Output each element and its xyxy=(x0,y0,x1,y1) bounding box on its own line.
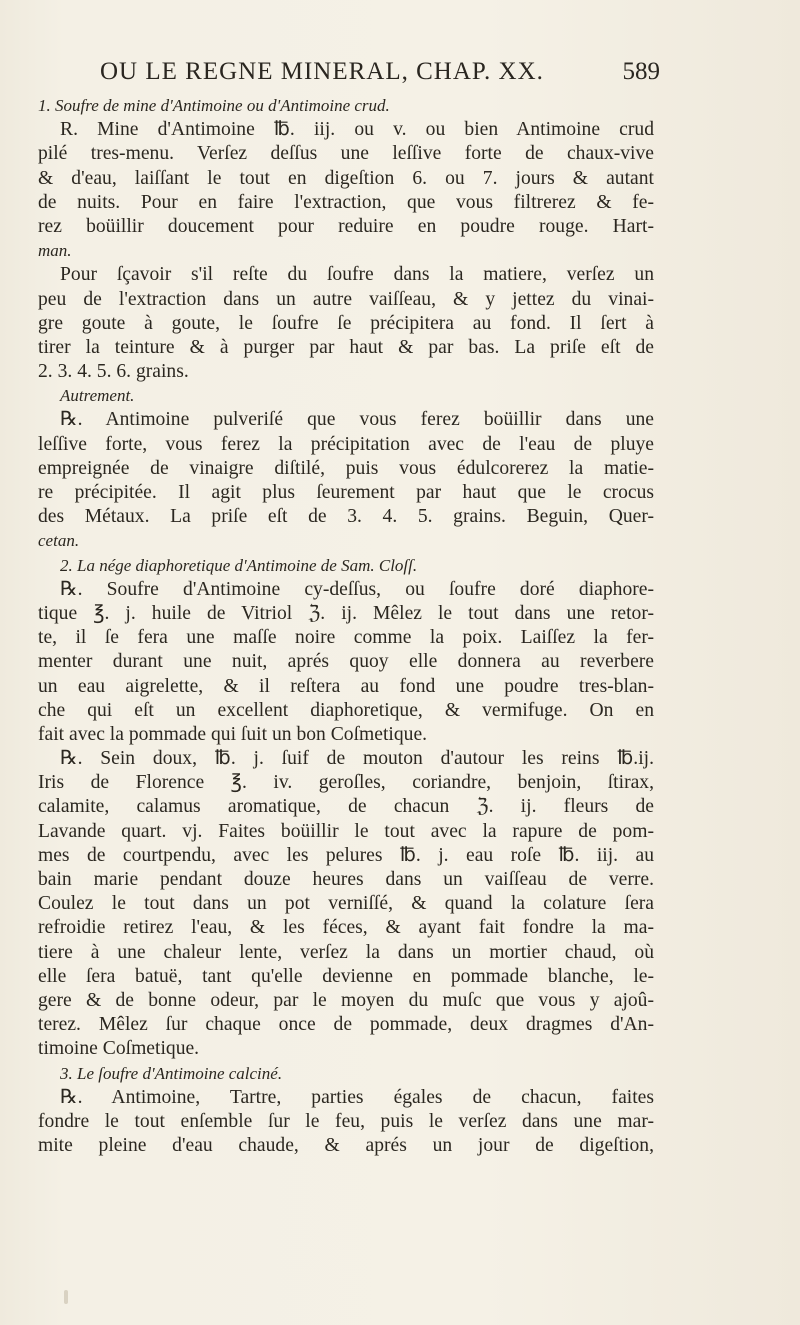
text-line: un eau aigrelette, & il reſtera au fond une poudre tres-blan- xyxy=(38,675,654,697)
text-line: mite pleine d'eau chaude, & aprés un jour de digeſtion, xyxy=(38,1135,654,1157)
text-line: calamite, calamus aromatique, de chacun ℨ. ij. fleurs de xyxy=(38,796,654,818)
text-line: fondre le tout enſemble ſur le feu, puis le verſez dans une mar- xyxy=(38,1110,654,1132)
text-line: rez boüillir doucement pour reduire en poudre rouge. Hart- xyxy=(38,215,654,237)
text-line: che qui eſt un excellent diaphoretique, & vermifuge. On en xyxy=(38,699,654,721)
text-line: terez. Mêlez ſur chaque once de pommade, deux dragmes d'An- xyxy=(38,1014,654,1036)
text-line: Lavande quart. vj. Faites boüillir le tout avec la rapure de pom- xyxy=(38,820,654,842)
text-line: mes de courtpendu, avec les pelures ℔. j. eau roſe ℔. iij. au xyxy=(38,844,654,866)
body-text xyxy=(38,94,654,1158)
text-line: ℞. Antimoine pulveriſé que vous ferez boüillir dans une xyxy=(60,409,654,431)
text-line: R. Mine d'Antimoine ℔. iij. ou v. ou bien Antimoine crud xyxy=(60,119,654,141)
text-line: peu de l'extraction dans un autre vaiſſeau, & y jettez du vinai- xyxy=(38,288,654,310)
text-line: 1. Soufre de mine d'Antimoine ou d'Antimoine crud. xyxy=(38,96,390,115)
text-line: ℞. Soufre d'Antimoine cy-deſſus, ou ſoufre doré diaphore- xyxy=(60,578,654,600)
text-line: tirer la teinture & à purger par haut & par bas. La priſe eſt de xyxy=(38,336,654,358)
text-line: 2. 3. 4. 5. 6. grains. xyxy=(38,361,189,383)
text-line: refroidie retirez l'eau, & les féces, & ayant fait fondre la ma- xyxy=(38,917,654,939)
text-line: elle ſera batuë, tant qu'elle devienne en pommade blanche, le- xyxy=(38,965,654,987)
running-header xyxy=(100,58,660,92)
text-line: fait avec la pommade qui ſuit un bon Coſmetique. xyxy=(38,723,428,745)
page-number: 589 xyxy=(622,58,660,85)
text-line: pilé tres-menu. Verſez deſſus une leſſive forte de chaux-vive xyxy=(38,143,654,165)
text-line: leſſive forte, vous ferez la précipitation avec de l'eau de pluye xyxy=(38,433,654,455)
text-line: tique ℥. j. huile de Vitriol ℨ. ij. Mêlez le tout dans une retor- xyxy=(38,602,654,624)
text-line: ℞. Sein doux, ℔. j. ſuif de mouton d'autour les reins ℔.ij. xyxy=(60,748,654,770)
text-line: te, il ſe fera une maſſe noire comme la poix. Laiſſez la fer- xyxy=(38,627,654,649)
text-line: timoine Coſmetique. xyxy=(38,1038,200,1060)
text-line: ℞. Antimoine, Tartre, parties égales de chacun, faites xyxy=(60,1086,654,1108)
text-line: cetan. xyxy=(38,531,80,551)
text-line: des Métaux. La priſe eſt de 3. 4. 5. grains. Beguin, Quer- xyxy=(38,506,654,528)
text-line: gere & de bonne odeur, par le moyen du muſc que vous y ajoû- xyxy=(38,989,654,1011)
text-line: Iris de Florence ℥. iv. geroſles, coriandre, benjoin, ſtirax, xyxy=(38,772,654,794)
text-line: tiere à une chaleur lente, verſez la dans un mortier chaud, où xyxy=(38,941,654,963)
chapter-title: OU LE REGNE MINERAL, CHAP. XX. xyxy=(100,58,544,85)
text-line: de nuits. Pour en faire l'extraction, que vous filtrerez & fe- xyxy=(38,191,654,213)
text-line: bain marie pendant douze heures dans un vaiſſeau de verre. xyxy=(38,869,654,890)
text-line: Pour ſçavoir s'il reſte du ſoufre dans la matiere, verſez un xyxy=(60,264,654,286)
text-line: 2. La nége diaphoretique d'Antimoine de Sam. Cloſſ. xyxy=(60,555,418,575)
text-line: re précipitée. Il agit plus ſeurement par haut que le crocus xyxy=(38,482,654,503)
paper-mark xyxy=(64,1290,68,1304)
text-line: Coulez le tout dans un pot verniſſé, & quand la colature ſera xyxy=(38,893,654,915)
text-line: menter durant une nuit, aprés quoy elle donnera au reverbere xyxy=(38,651,654,673)
text-line: gre goute à goute, le ſoufre ſe précipitera au fond. Il ſert à xyxy=(38,312,654,334)
text-line: 3. Le ſoufre d'Antimoine calciné. xyxy=(60,1063,283,1083)
text-line: Autrement. xyxy=(60,386,135,406)
text-line: empreignée de vinaigre diſtilé, puis vous édulcorerez la matie- xyxy=(38,457,654,479)
text-line: man. xyxy=(38,241,72,261)
text-line: & d'eau, laiſſant le tout en digeſtion 6. ou 7. jours & autant xyxy=(38,167,654,189)
